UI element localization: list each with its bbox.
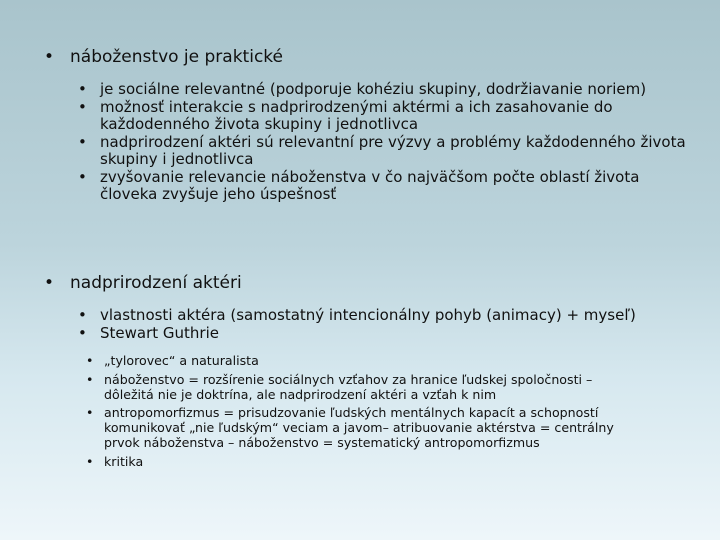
list-item: • nadprirodzení aktéri sú relevantní pre výzvy a problémy každodenného života skupiny i jednotlivca	[78, 134, 690, 169]
list-item: • „tylorovec“ a naturalista	[86, 354, 644, 369]
bullet-heading-aktéri	[44, 273, 684, 474]
sublist-2	[78, 307, 684, 342]
bullet-heading-praktické	[44, 47, 684, 204]
heading-text: • nadprirodzení aktéri	[70, 273, 242, 293]
list-item: • antropomorfizmus = prisudzovanie ľudských mentálnych kapacít a schopností komunikovať „nie ľudským“ veciam a javom– atribuovanie aktérstva = centrálny prvok náboženstva – náboženstvo = systematický antropomorfizmus	[86, 406, 644, 450]
list-item: • zvyšovanie relevancie náboženstva v čo najväčšom počte oblastí života človeka zvyšuje jeho úspešnosť	[78, 169, 690, 204]
list-item: • možnosť interakcie s nadprirodzenými aktérmi a ich zasahovanie do každodenného života skupiny i jednotlivca	[78, 99, 690, 134]
sublist-3	[86, 354, 684, 470]
list-item: • vlastnosti aktéra (samostatný intencionálny pohyb (animacy) + myseľ)	[78, 307, 690, 325]
list-item: • náboženstvo = rozšírenie sociálnych vzťahov za hranice ľudskej spoločnosti – dôležitá nie je doktrína, ale nadprirodzení aktéri a vzťah k nim	[86, 373, 644, 403]
list-item: • je sociálne relevantné (podporuje kohéziu skupiny, dodržiavanie noriem)	[78, 81, 690, 99]
list-item: • kritika	[86, 455, 644, 470]
list-item: • Stewart Guthrie	[78, 325, 690, 343]
sublist-1	[78, 81, 684, 204]
heading-text: • náboženstvo je praktické	[70, 47, 283, 67]
